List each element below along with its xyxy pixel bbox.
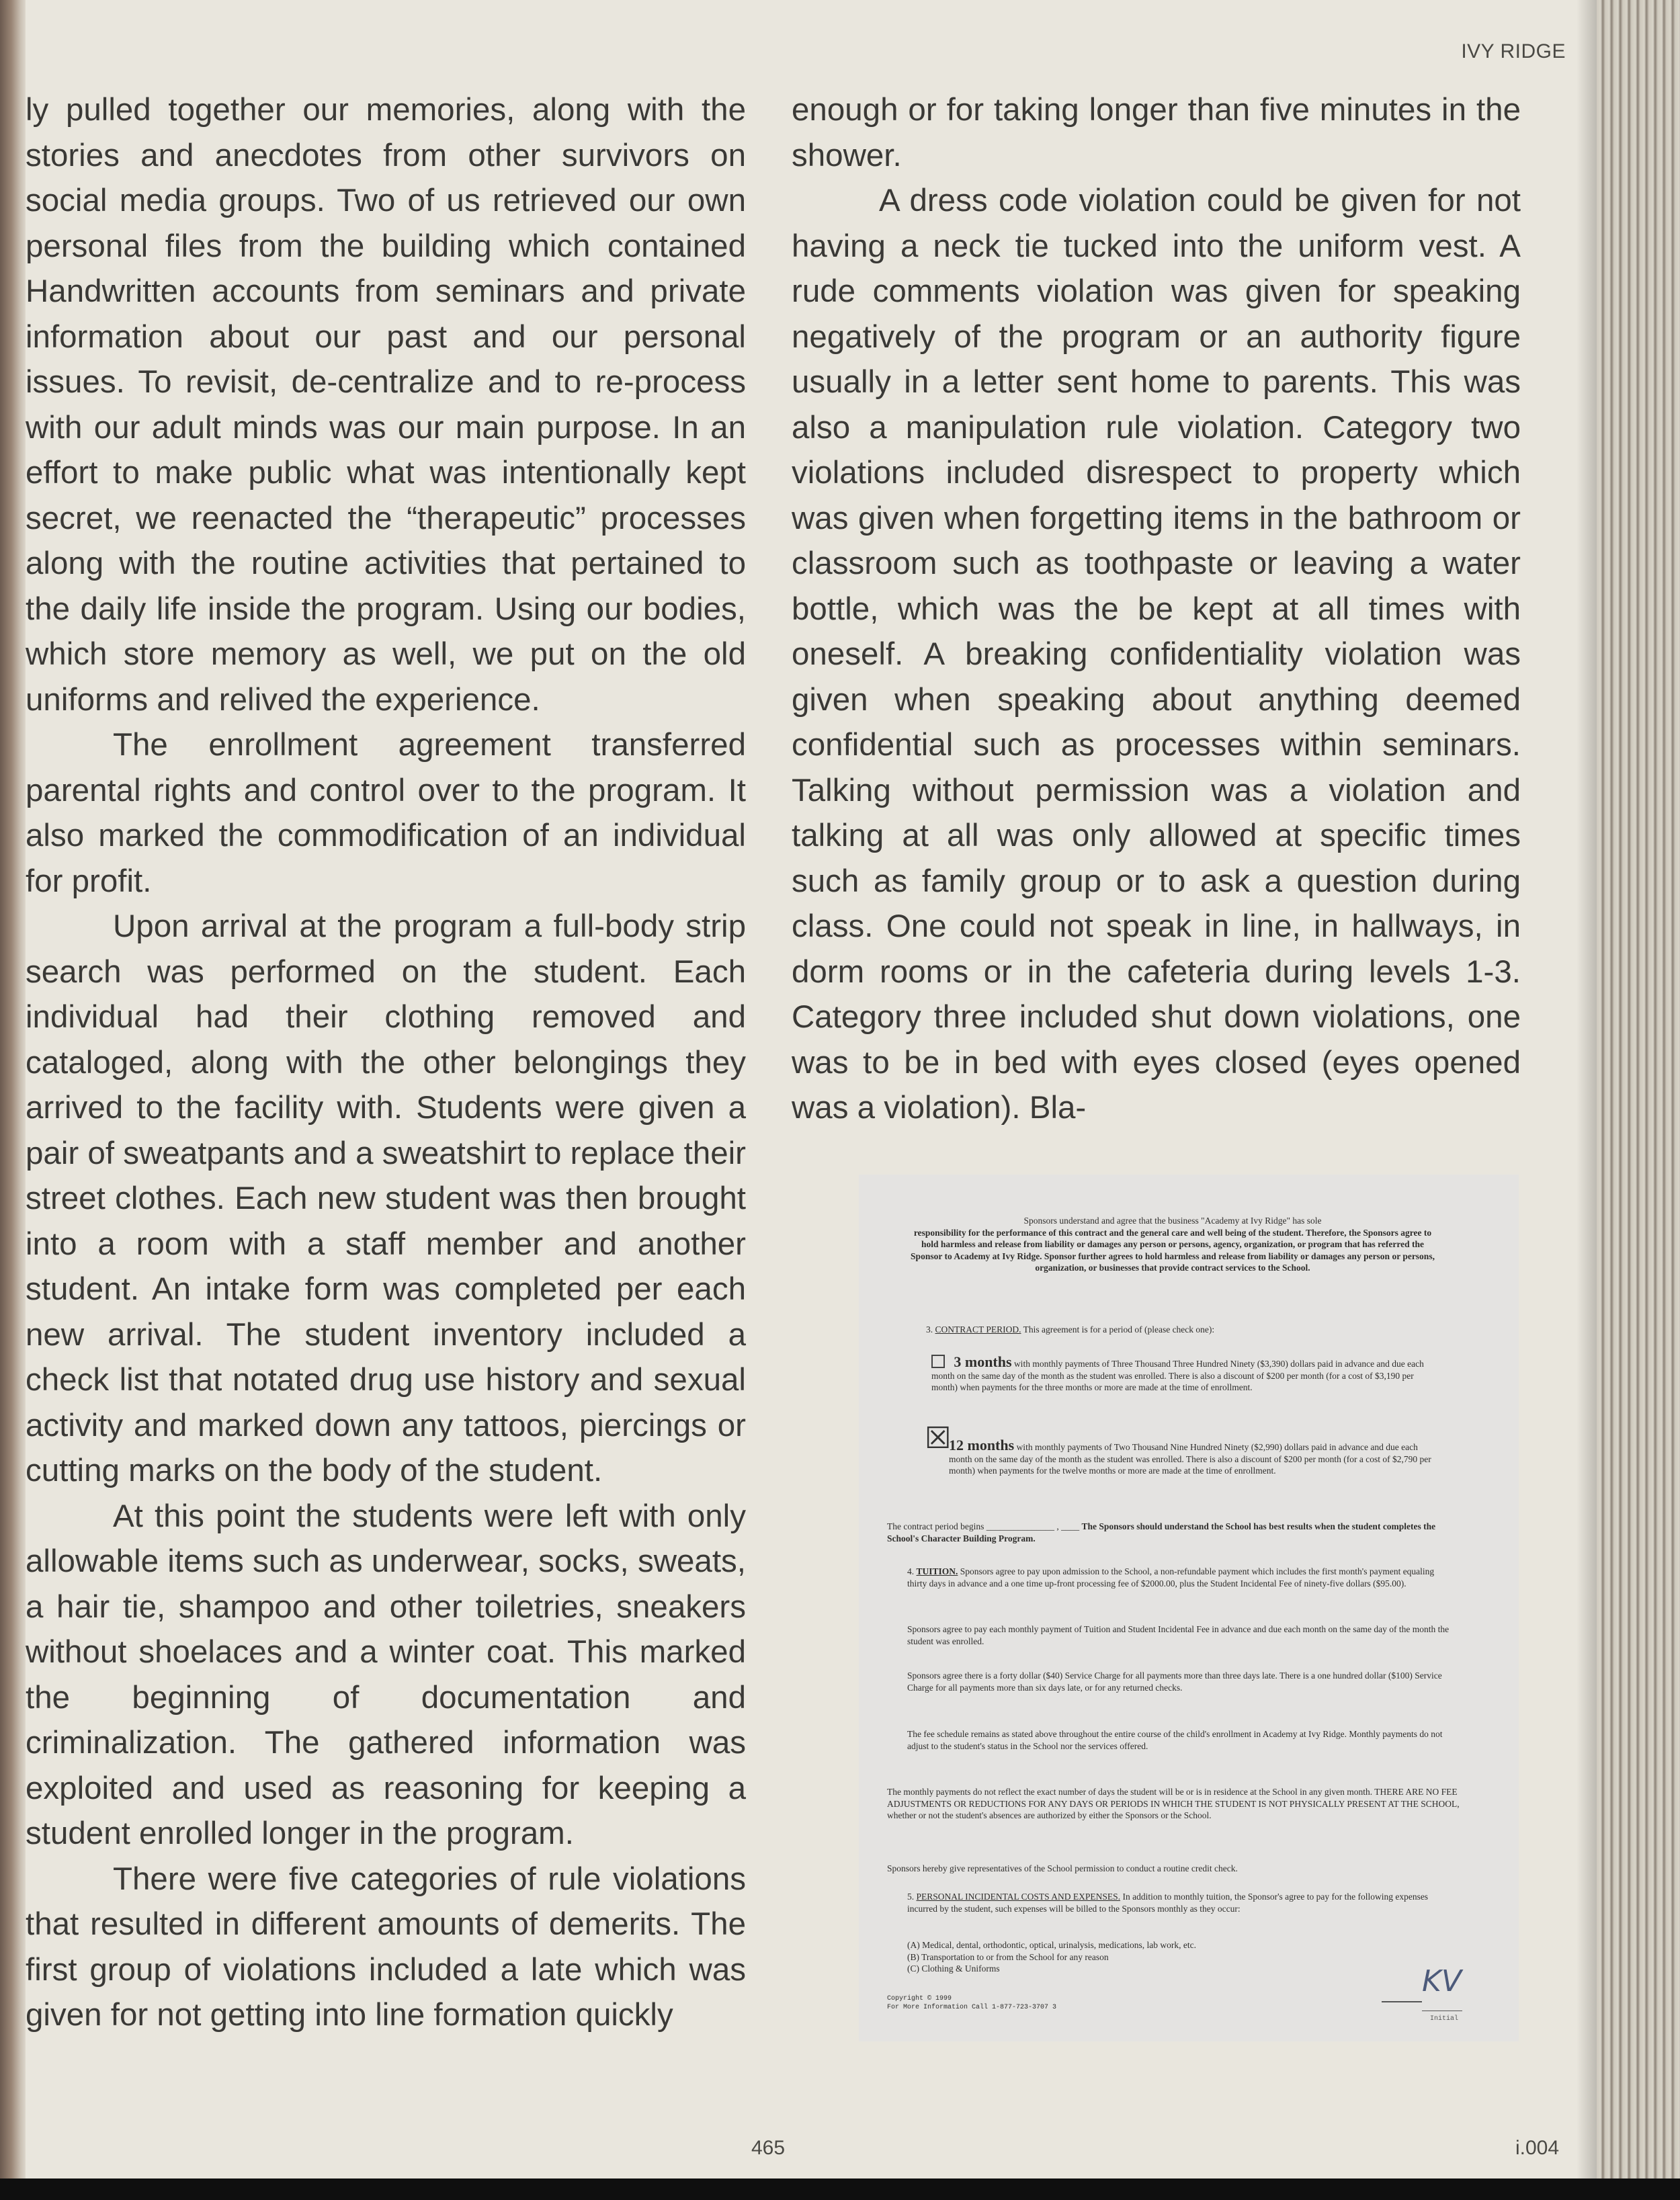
book-page-edges-right [1597, 0, 1680, 2200]
handwritten-initials: KV [1422, 1964, 1462, 1998]
option-12-months: 12 months with monthly payments of Two Thousand Nine Hundred Ninety ($2,990) dollars paid in advance and due each month on the same day of the month as the student was enrolled. There is also a discount of $200 per month (for a cost of $2,790 per month) when payments for the twelve months or more are made at the time of enrollment. [949, 1437, 1431, 1476]
contract-begins-line: The contract period begins _______________ , ____ The Sponsors should understand the School has best results when the student completes the School's Character Building Program. [887, 1521, 1436, 1543]
paragraph: ly pulled together our memories, along with the stories and anecdotes from other survivors on social media groups. Two of us retrieved our own personal files from the building which contained Handwritten accounts from seminars and private information about our past and our personal issues. To revisit, de-centralize and to re-process with our adult minds was our main purpose. In an effort to make public what was intentionally kept secret, we reenacted the “therapeutic” processes along with the routine activities that pertained to the daily life inside the program. Using our bodies, which store memory as well, we put on the old uniforms and relived the experience. [26, 92, 746, 718]
copyright-notice: Copyright © 1999 For More Information Call 1-877-723-3707 3 [887, 1995, 1057, 2011]
service-charge-paragraph: Sponsors agree there is a forty dollar ($40) Service Charge for all payments more than three days late. There is a one hundred dollar ($100) Service Charge for all payments more than six days late, or for any returned checks. [907, 1670, 1442, 1693]
tuition-payment-paragraph: Sponsors agree to pay each monthly payment of Tuition and Student Incidental Fee in advance and due each month on the same day of the month the student was enrolled. [907, 1624, 1450, 1646]
credit-check-paragraph: Sponsors hereby give representatives of the School permission to conduct a routine credit check. [887, 1863, 1238, 1873]
option-3-months: 3 months with monthly payments of Three Thousand Three Hundred Ninety ($3,390) dollars paid in advance and due each month on the same day of the month as the student was enrolled. There is also a discount of $200 per month (for a cost of $3,190 per month) when payments for the three months or more are made at the time of enrollment. [931, 1353, 1424, 1392]
initial-label: Initial [1430, 2015, 1459, 2023]
personal-costs-paragraph: 5. PERSONAL INCIDENTAL COSTS AND EXPENSES. In addition to monthly tuition, the Sponsor's agree to pay for the following expenses incurred by the student, such expenses will be billed to the Sponsors monthly as they occur: [907, 1892, 1429, 1914]
section-code: i.004 [1515, 2137, 1560, 2159]
paragraph: enough or for taking longer than five minutes in the shower. [792, 92, 1521, 173]
tuition-paragraph: 4. TUITION. Sponsors agree to pay upon admission to the School, a non-refundable payment which includes the first month's payment equaling thirty days in advance and a one time up-front processing fee of $2000.00, plus the Student Incidental Fee of ninety-five dollars ($95.00). [907, 1566, 1435, 1589]
fee-schedule-paragraph: The fee schedule remains as stated above throughout the entire course of the child's enrollment in Academy at Ivy Ridge. Monthly payments do not adjust to the student's status in the School nor the services offered. [907, 1729, 1443, 1751]
checked-box-x-icon: ☒ [925, 1421, 952, 1455]
paragraph: There were five categories of rule violations that resulted in different amounts of demerits. The first group of violations included a late which was given for not getting into line formation quickly [26, 1861, 746, 2033]
expense-item: (A) Medical, dental, orthodontic, optical, urinalysis, medications, lab work, etc. [907, 1940, 1197, 1950]
enrollment-agreement-scan [859, 1175, 1519, 2041]
initial-dash [1382, 2001, 1422, 2002]
paragraph: The enrollment agreement transferred parental rights and control over to the program. It also marked the commodification of an individual for profit. [26, 727, 746, 899]
expense-item: (B) Transportation to or from the School for any reason [907, 1951, 1109, 1962]
page-number: 465 [751, 2137, 786, 2159]
left-column [26, 87, 746, 2038]
scan-bottom-border [0, 2178, 1680, 2200]
checkbox-icon [931, 1355, 945, 1368]
paragraph: A dress code violation could be given for not having a neck tie tucked into the uniform vest. A rude comments violation was given for speaking negatively of the program or an authority figure usually in a letter sent home to parents. This was also a manipulation rule violation. Category two violations included disrespect to property which was given when forgetting items in the bathroom or classroom such as toothpaste or leaving a water bottle, which was the be kept at all times with oneself. A breaking confidentiality violation was given when speaking about anything deemed confidential such as processes within seminars. Talking without permission was a violation and talking at all was only allowed at specific times such as family group or to ask a question during class. One could not speak in line, in hallways, in dorm rooms or in the cafeteria during levels 1-3. Category three included shut down violations, one was to be in bed with eyes closed (eyes opened was a violation). Bla- [792, 183, 1521, 1126]
paragraph: At this point the students were left with only allowable items such as underwear, socks, sweats, a hair tie, shampoo and other toiletries, sneakers without shoelaces and a winter coat. This marked the beginning of documentation and criminalization. The gathered information was exploited and used as reasoning for keeping a student enrolled longer in the program. [26, 1498, 746, 1851]
monthly-payments-paragraph: The monthly payments do not reflect the exact number of days the student will be or is in residence at the School in any given month. THERE ARE NO FEE ADJUSTMENTS OR REDUCTIONS FOR ANY DAYS OR PERIODS IN WHICH THE STUDENT IS NOT PHYSICALLY PRESENT AT THE SCHOOL, whether or not the student's absences are authorized by either the Sponsors or the School. [887, 1787, 1460, 1820]
running-head: IVY RIDGE [1461, 40, 1566, 62]
right-column [792, 87, 1521, 1131]
expense-item: (C) Clothing & Uniforms [907, 1963, 1000, 1974]
expense-list [907, 1939, 1452, 1975]
contract-period-line: 3. CONTRACT PERIOD. This agreement is for a period of (please check one): [926, 1324, 1215, 1335]
intro-paragraph: Sponsors understand and agree that the business "Academy at Ivy Ridge" has sole responsibility for the performance of this contract and the general care and well being of the student. Therefore, the Sponsors agree to hold harmless and release from liability or damages any person or persons, agency, organization, or program that has referred the Sponsor to Academy at Ivy Ridge. Sponsor further agrees to hold harmless and release from liability or damages any person or persons, organization, or businesses that provide contract services to the School. [911, 1216, 1435, 1273]
paragraph: Upon arrival at the program a full-body strip search was performed on the student. Each individual had their clothing removed and cataloged, along with the other belongings they arrived to the facility with. Students were given a pair of sweatpants and a sweatshirt to replace their street clothes. Each new student was then brought into a room with a staff member and another student. An intake form was completed per each new arrival. The student inventory included a check list that notated drug use history and sexual activity and marked down any tattoos, piercings or cutting marks on the body of the student. [26, 908, 746, 1488]
book-gutter-left [0, 0, 26, 2200]
